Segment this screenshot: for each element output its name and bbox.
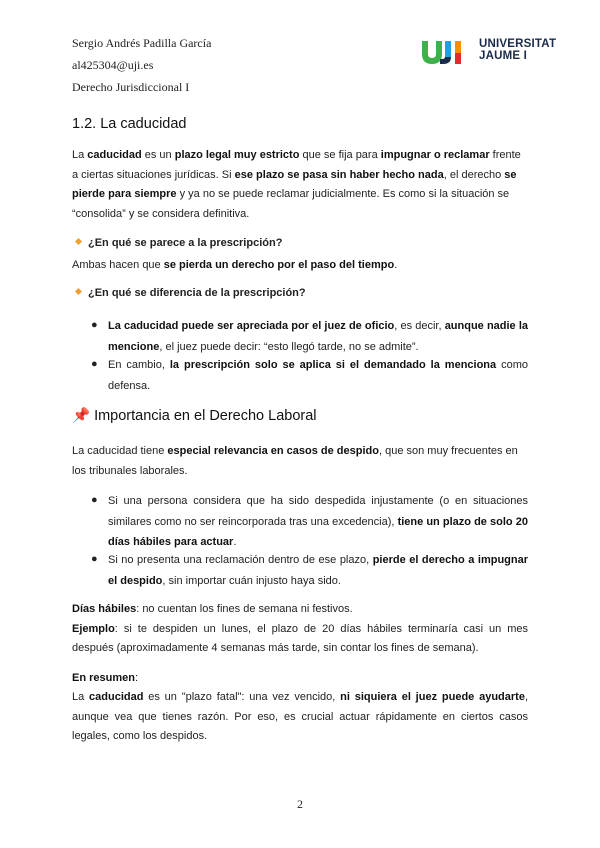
summary-label-text: En resumen [72,672,135,684]
bold-text-run: tiene un plazo de solo 20 días hábiles para actuar [108,515,528,548]
bold-text-run: se pierde para siempre [72,168,517,200]
summary-label-colon: : [134,672,139,684]
text-run: , aunque vea que tienes razón. Por eso, es crucial actuar rápidamente en ciertos casos legales, como los despidos. [72,691,528,742]
text-run: y ya no se puede reclamar judicialmente. Es como si la situación se “consolida” y se considera definitiva. [72,188,510,220]
bullet-icon: ● [91,319,98,331]
intro-paragraph [72,146,528,224]
text-run: , es decir, [394,320,445,332]
bold-text-run: la prescripción solo se aplica si el demandado la menciona [169,359,497,371]
difference-bullet-2 [108,355,528,396]
university-logo [421,37,563,67]
text-run: que se fija para [299,149,381,161]
question-similarity-text: ¿En qué se parece a la prescripción? [88,237,283,249]
text-run: , sin importar cuán injusto haya sido. [162,574,341,587]
summary-label [72,669,528,689]
text-run: La caducidad tiene [72,445,168,457]
text-run: Ambas hacen que [72,259,164,271]
text-run: Si una persona considera que ha sido despedida injustamente (o en situaciones similares como no ser reincorporada tras una excedencia), [108,495,528,528]
header-email: al425304@uji.es [72,58,154,72]
logo-text-universitat: UNIVERSITAT [479,38,557,50]
text-run: : si te despiden un lunes, el plazo de 20 días hábiles terminaría casi un mes después (aproximadamente 4 semanas más tarde, sin contar los fines de semana). [72,623,528,654]
bold-text-run: ni siquiera el juez puede ayudarte [340,691,525,703]
bold-text-run: caducidad [89,691,144,703]
text-run: , el derecho [443,168,505,181]
bold-text-run: plazo legal muy estricto [174,149,300,161]
text-run: La [72,149,88,161]
section2-intro [72,442,528,481]
question-difference [76,287,306,299]
bold-text-run: se pierda un derecho por el paso del tiempo [163,259,395,271]
text-run: La [72,691,90,703]
question-difference-text: ¿En qué se diferencia de la prescripción? [88,287,306,299]
difference-bullet-1 [108,316,528,357]
bold-text-run: ese plazo se pasa sin haber hecho nada [234,168,444,181]
answer-similarity [72,256,528,276]
text-run: frente a ciertas situaciones jurídicas. Si [72,149,521,181]
text-run: Si no presenta una reclamación dentro de ese plazo, [108,554,373,566]
text-run: como defensa. [108,359,528,392]
question-similarity [76,237,282,249]
pushpin-icon: 📌 [72,408,91,424]
labor-bullet-2 [108,550,528,591]
text-run: es un [141,149,175,161]
text-run: , que son muy frecuentes en los tribunales laborales. [72,445,518,477]
text-run: , el juez puede decir: “esto llegó tarde, no se admite”. [159,340,419,353]
bold-text-run: Días hábiles [72,603,137,615]
logo-text-jaume: JAUME I [479,50,528,62]
bold-text-run: especial relevancia en casos de despido [167,445,379,457]
section-title: 1.2. La caducidad [72,116,187,132]
header-author: Sergio Andrés Padilla García [72,36,212,50]
summary-paragraph [72,688,528,747]
bullet-icon: ● [91,553,98,565]
bold-text-run: caducidad [87,149,142,161]
text-run: . [233,536,237,548]
bullet-icon: ● [91,494,98,506]
uji-logo-mark-icon [421,37,477,67]
diamond-bullet-icon [75,288,82,295]
bold-text-run: aunque nadie la mencione [108,320,528,353]
text-run: : no cuentan los fines de semana ni festivos. [136,603,353,615]
section2-title [72,407,317,424]
bold-text-run: La caducidad puede ser apreciada por el juez de oficio [108,320,395,332]
bold-text-run: pierde el derecho a impugnar el despido [108,554,528,587]
header-course: Derecho Jurisdiccional I [72,80,190,94]
bold-text-run: impugnar o reclamar [380,149,490,161]
bold-text-run: Ejemplo [72,623,115,635]
bullet-icon: ● [91,358,98,370]
dias-habiles-note [72,600,528,620]
example-paragraph [72,620,528,658]
text-run: . [394,259,398,271]
text-run: es un "plazo fatal": una vez vencido, [143,691,341,703]
section2-title-text: Importancia en el Derecho Laboral [94,408,317,424]
diamond-bullet-icon [75,238,82,245]
page-number: 2 [297,797,303,811]
text-run: En cambio, [108,359,170,371]
labor-bullet-1 [108,491,528,553]
